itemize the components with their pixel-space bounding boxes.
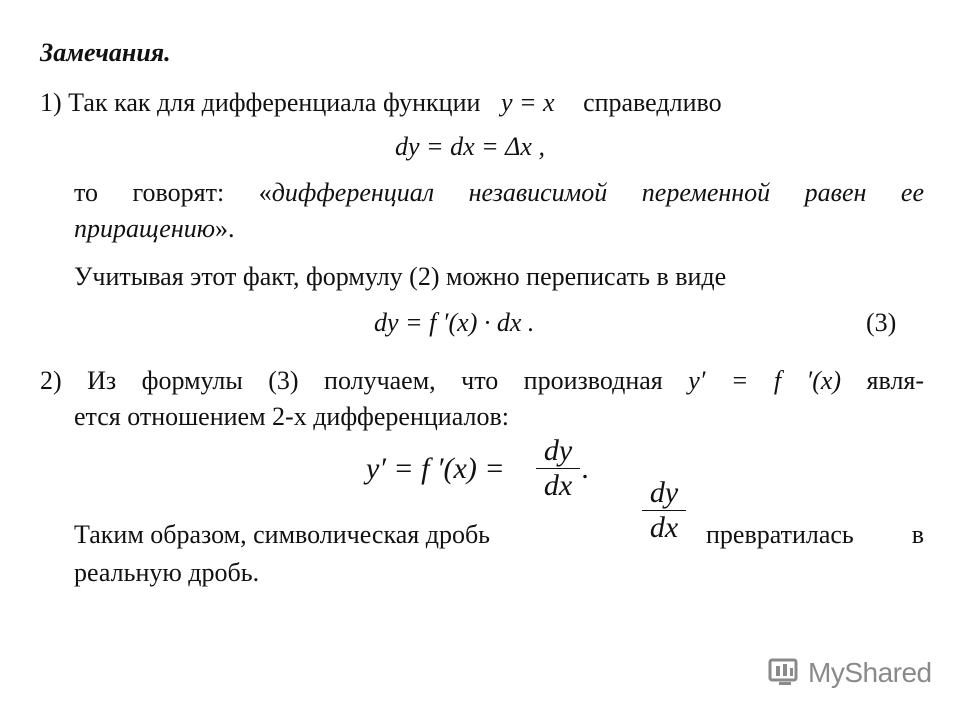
myshared-watermark bbox=[768, 656, 932, 690]
myshared-logo-icon bbox=[768, 658, 802, 688]
remark2-line2: ется отношением 2-х дифференциалов: bbox=[74, 402, 509, 431]
remark1-line1 bbox=[40, 88, 722, 118]
remark1-function: y = x bbox=[500, 88, 555, 117]
remark2-number: 2) bbox=[40, 366, 62, 395]
watermark-text: MyShared bbox=[808, 657, 932, 688]
remark2-tail: явля- bbox=[866, 366, 925, 395]
equation-fraction bbox=[536, 436, 580, 501]
inline-fraction-numerator: dy bbox=[649, 476, 679, 509]
said-italic-1: дифференциал независимой переменной равен ее bbox=[271, 178, 924, 207]
thus-right: превратилась в bbox=[706, 520, 924, 549]
remark1-considering: Учитывая этот факт, формулу (2) можно переписать в виде bbox=[74, 262, 727, 291]
formula-3: dy = f ′(x) · dx . bbox=[374, 308, 535, 337]
remarks-heading bbox=[40, 38, 171, 68]
thus-left: Таким образом, символическая дробь bbox=[74, 520, 491, 549]
formula-3-number: (3) bbox=[866, 308, 897, 337]
formula-dy-dx: dy = dx = Δx , bbox=[395, 132, 545, 161]
equation-end: . bbox=[582, 452, 590, 485]
remark2-derivative: y′ = f ′(x) bbox=[688, 366, 842, 395]
equation-left: y′ = f ′(x) = bbox=[366, 452, 505, 485]
fraction-denominator: dx bbox=[543, 469, 573, 502]
remark2-intro: Из формулы (3) получаем, что производная bbox=[87, 366, 663, 395]
inline-fraction-denominator: dx bbox=[649, 511, 679, 544]
heading-text: Замечания. bbox=[40, 38, 171, 67]
said-suffix: ». bbox=[215, 214, 235, 243]
thus-line2: реальную дробь. bbox=[74, 558, 260, 587]
remark1-number: 1) bbox=[40, 88, 62, 117]
said-italic-2: приращению bbox=[74, 214, 216, 243]
remark1-intro: Так как для дифференциала функции bbox=[68, 88, 481, 117]
fraction-numerator: dy bbox=[543, 434, 573, 467]
remark1-said-line2 bbox=[74, 214, 235, 244]
remark2-line1 bbox=[40, 366, 924, 396]
remark1-said-line1 bbox=[74, 178, 924, 208]
remark1-tail: справедливо bbox=[583, 88, 722, 117]
said-prefix: то говорят: « bbox=[74, 178, 272, 207]
inline-fraction bbox=[642, 478, 686, 543]
